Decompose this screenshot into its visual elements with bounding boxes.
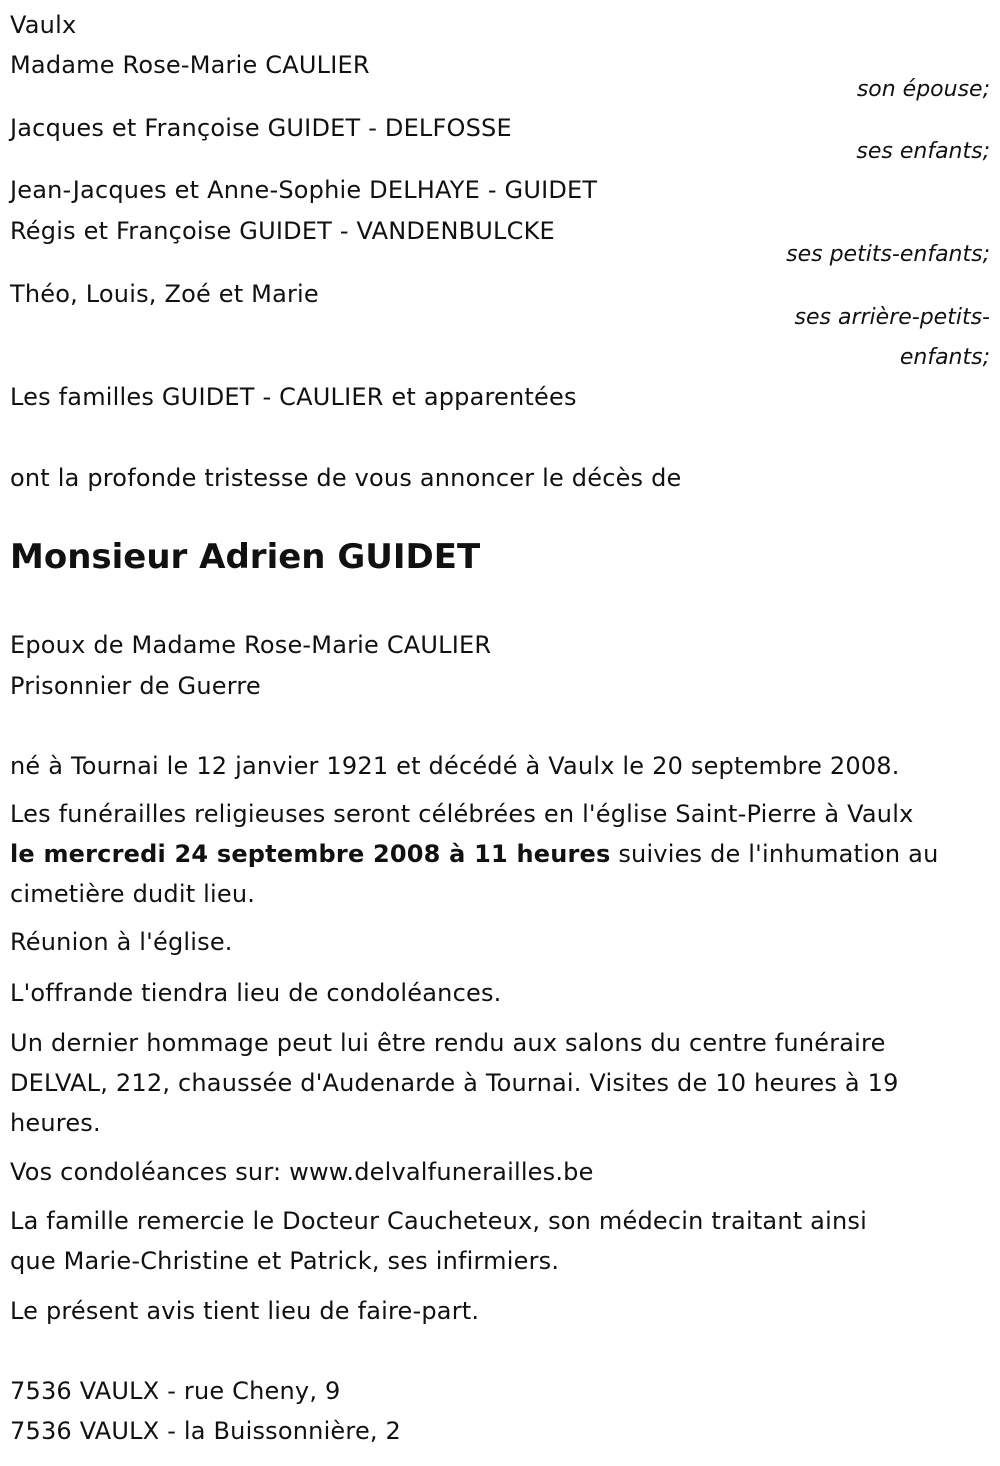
family-name: Jacques et Françoise GUIDET - DELFOSSE bbox=[10, 114, 512, 142]
funeral-info: cimetière dudit lieu. bbox=[10, 880, 256, 908]
tribute: Un dernier hommage peut lui être rendu aux salons du centre funéraire bbox=[10, 1029, 886, 1057]
notice: Le présent avis tient lieu de faire-part. bbox=[10, 1297, 480, 1325]
tribute: heures. bbox=[10, 1109, 101, 1137]
thanks: La famille remercie le Docteur Caucheteux, son médecin traitant ainsi bbox=[10, 1207, 867, 1235]
announcement: ont la profonde tristesse de vous annoncer le décès de bbox=[10, 464, 682, 492]
title-line: Epoux de Madame Rose-Marie CAULIER bbox=[10, 631, 492, 659]
dates: né à Tournai le 12 janvier 1921 et décédé à Vaulx le 20 septembre 2008. bbox=[10, 752, 900, 780]
family-name: Régis et Françoise GUIDET - VANDENBULCKE bbox=[10, 217, 555, 245]
funeral-date: le mercredi 24 septembre 2008 à 11 heures bbox=[10, 840, 611, 868]
address: 7536 VAULX - rue Cheny, 9 bbox=[10, 1377, 341, 1405]
funeral-info bbox=[10, 839, 938, 869]
title-line: Prisonnier de Guerre bbox=[10, 672, 261, 700]
thanks: que Marie-Christine et Patrick, ses infirmiers. bbox=[10, 1247, 560, 1275]
funeral-info: Les funérailles religieuses seront célébrées en l'église Saint-Pierre à Vaulx bbox=[10, 800, 914, 828]
relation: ses petits-enfants; bbox=[786, 242, 990, 267]
relation: ses arrière-petits- bbox=[794, 305, 990, 330]
condolences-link[interactable]: www.delvalfunerailles.be bbox=[289, 1158, 594, 1186]
family-name: Madame Rose-Marie CAULIER bbox=[10, 51, 370, 79]
offering: L'offrande tiendra lieu de condoléances. bbox=[10, 979, 502, 1007]
families: Les familles GUIDET - CAULIER et apparentées bbox=[10, 383, 577, 411]
deceased-name: Monsieur Adrien GUIDET bbox=[10, 537, 481, 577]
family-name: Théo, Louis, Zoé et Marie bbox=[10, 280, 319, 308]
relation: ses enfants; bbox=[856, 139, 990, 164]
place: Vaulx bbox=[10, 11, 77, 39]
address: 7536 VAULX - la Buissonnière, 2 bbox=[10, 1417, 402, 1445]
funeral-rest: suivies de l'inhumation au bbox=[610, 840, 939, 868]
relation: enfants; bbox=[899, 345, 990, 370]
relation: son épouse; bbox=[856, 77, 990, 102]
family-name: Jean-Jacques et Anne-Sophie DELHAYE - GUIDET bbox=[10, 176, 598, 204]
meeting: Réunion à l'église. bbox=[10, 928, 233, 956]
condolences bbox=[10, 1157, 594, 1187]
condolences-label: Vos condoléances sur: bbox=[10, 1158, 290, 1186]
tribute: DELVAL, 212, chaussée d'Audenarde à Tournai. Visites de 10 heures à 19 bbox=[10, 1069, 899, 1097]
